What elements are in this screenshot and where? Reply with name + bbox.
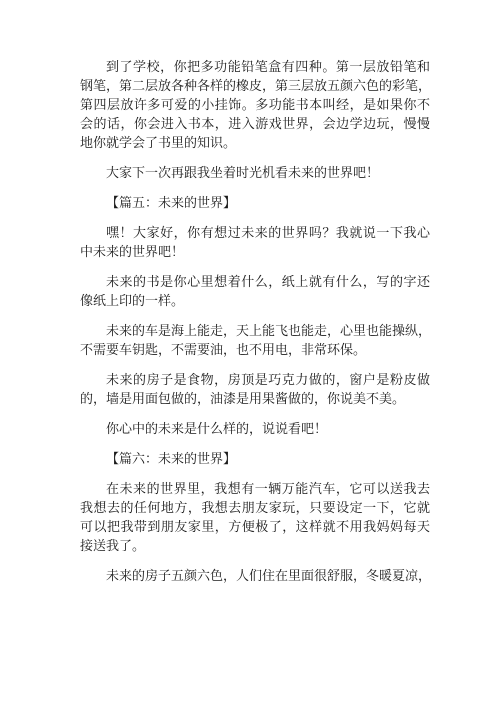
paragraph-universal-car xyxy=(80,480,430,556)
section-heading-6 xyxy=(80,450,430,469)
text-line: 你心中的未来是什么样的，说说看吧！ xyxy=(106,422,328,437)
text-line: 我想去的任何地方，我想去朋友家玩，只要设定一下，它就 xyxy=(80,501,430,516)
text-line: 未来的房子五颜六色，人们住在里面很舒服，冬暖夏凉， xyxy=(106,569,432,584)
text-line: 在未来的世界里，我想有一辆万能汽车，它可以送我去 xyxy=(106,482,430,497)
text-line: 不需要车钥匙，不需要油，也不用电，非常环保。 xyxy=(80,343,367,358)
paragraph-future-house-food xyxy=(80,371,430,409)
paragraph-greeting xyxy=(80,224,430,262)
text-line: 像纸上印的一样。 xyxy=(80,294,185,309)
text-line: 大家下一次再跟我坐着时光机看未来的世界吧！ xyxy=(106,166,380,181)
paragraph-time-machine xyxy=(80,164,430,183)
heading-text: 【篇六：未来的世界】 xyxy=(106,452,237,467)
text-line: 可以把我带到朋友家里，方便极了，这样就不用我妈妈每天 xyxy=(80,520,430,535)
text-line: 钢笔，第二层放各种各样的橡皮，第三层放五颜六色的彩笔， xyxy=(80,79,432,94)
text-line: 未来的房子是食物，房顶是巧克力做的，窗户是粉皮做 xyxy=(106,373,430,388)
heading-text: 【篇五：未来的世界】 xyxy=(106,196,237,211)
text-line: 的，墙是用面包做的，油漆是用果酱做的，你说美不美。 xyxy=(80,392,406,407)
text-line: 嘿！大家好，你有想过未来的世界吗？我就说一下我心 xyxy=(106,226,430,241)
paragraph-school-pencil-box xyxy=(80,58,430,153)
text-line: 未来的车是海上能走，天上能飞也能走，心里也能操纵， xyxy=(106,324,432,339)
text-line: 中未来的世界吧！ xyxy=(80,245,185,260)
paragraph-future-car xyxy=(80,322,430,360)
paragraph-colorful-house xyxy=(80,567,430,586)
text-line: 接送我了。 xyxy=(80,539,146,554)
text-line: 地你就学会了书里的知识。 xyxy=(80,136,237,151)
paragraph-your-future xyxy=(80,420,430,439)
text-line: 第四层放许多可爱的小挂饰。多功能书本叫经，是如果你不 xyxy=(80,98,430,113)
text-line: 未来的书是你心里想着什么，纸上就有什么，写的字还 xyxy=(106,275,430,290)
document-page xyxy=(80,58,430,586)
paragraph-future-book xyxy=(80,273,430,311)
section-heading-5 xyxy=(80,194,430,213)
text-line: 到了学校，你把多功能铅笔盒有四种。第一层放铅笔和 xyxy=(106,60,430,75)
text-line: 会的话，你会进入书本，进入游戏世界，会边学边玩，慢慢 xyxy=(80,117,430,132)
